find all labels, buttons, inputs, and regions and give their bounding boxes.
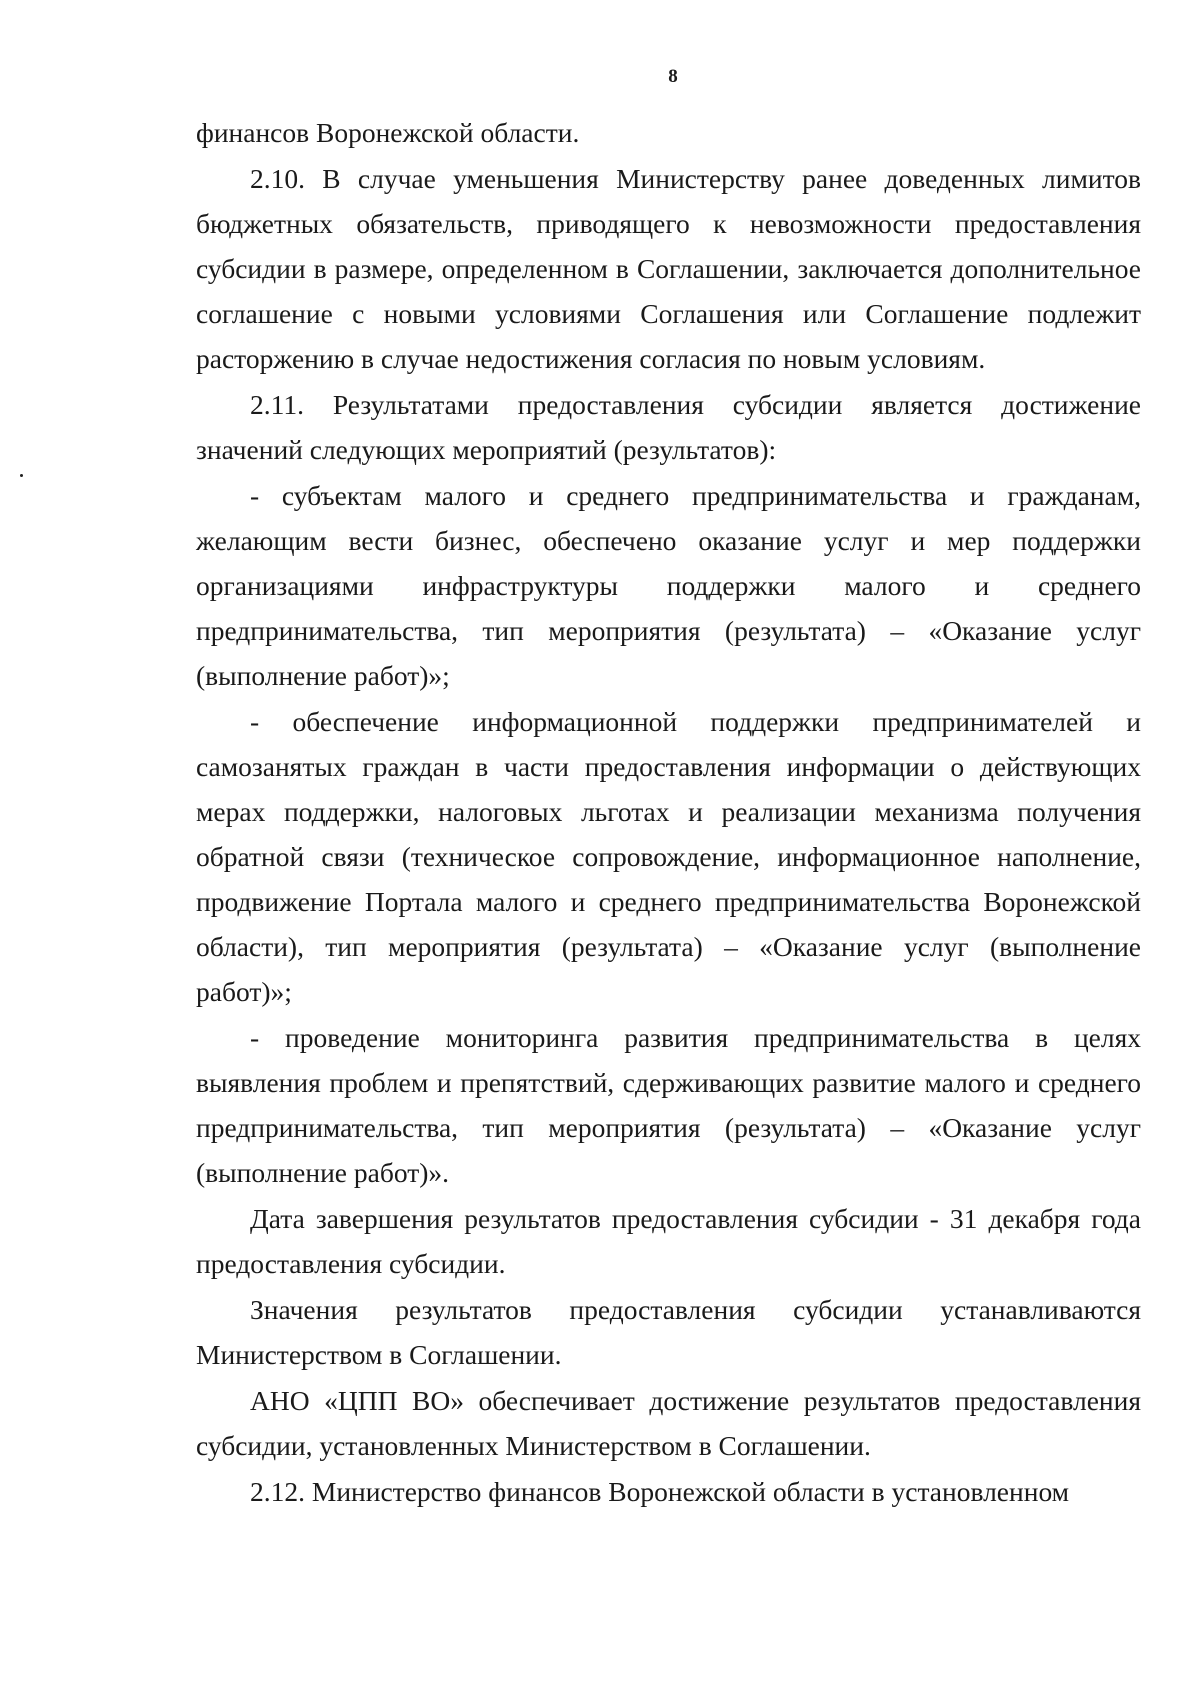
paragraph-2-11: 2.11. Результатами предоставления субсидии является достижение значений следующих мероприятий (результатов): <box>196 389 1141 465</box>
paragraph-result-values: Значения результатов предоставления субсидии устанавливаются Министерством в Соглашении. <box>196 1294 1141 1370</box>
paragraph-2-12: 2.12. Министерство финансов Воронежской области в установленном <box>250 1476 1070 1507</box>
paragraph-continuation: финансов Воронежской области. <box>196 117 580 148</box>
margin-dot <box>20 474 23 477</box>
paragraph-ano-cpp: АНО «ЦПП ВО» обеспечивает достижение результатов предоставления субсидии, установленных Министерством в Соглашении. <box>196 1385 1141 1461</box>
document-body <box>196 110 1141 1515</box>
list-item-services: - субъектам малого и среднего предпринимательства и гражданам, желающим вести бизнес, обеспечено оказание услуг и мер поддержки организациями инфраструктуры поддержки малого и среднего предпринимательства, тип мероприятия (результата) – «Оказание услуг (выполнение работ)»; <box>196 480 1141 691</box>
list-item-information-support: - обеспечение информационной поддержки предпринимателей и самозанятых граждан в части предоставления информации о действующих мерах поддержки, налоговых льготах и реализации механизма получения обратной связи (техническое сопровождение, информационное наполнение, продвижение Портала малого и среднего предпринимательства Воронежской области), тип мероприятия (результата) – «Оказание услуг (выполнение работ)»; <box>196 706 1141 1007</box>
list-item-monitoring: - проведение мониторинга развития предпринимательства в целях выявления проблем и препятствий, сдерживающих развитие малого и среднего предпринимательства, тип мероприятия (результата) – «Оказание услуг (выполнение работ)». <box>196 1022 1141 1188</box>
paragraph-completion-date: Дата завершения результатов предоставления субсидии - 31 декабря года предоставления субсидии. <box>196 1203 1141 1279</box>
paragraph-2-10: 2.10. В случае уменьшения Министерству ранее доведенных лимитов бюджетных обязательств, приводящего к невозможности предоставления субсидии в размере, определенном в Соглашении, заключается дополнительное соглашение с новыми условиями Соглашения или Соглашение подлежит расторжению в случае недостижения согласия по новым условиям. <box>196 163 1141 374</box>
page-number: 8 <box>668 66 678 87</box>
